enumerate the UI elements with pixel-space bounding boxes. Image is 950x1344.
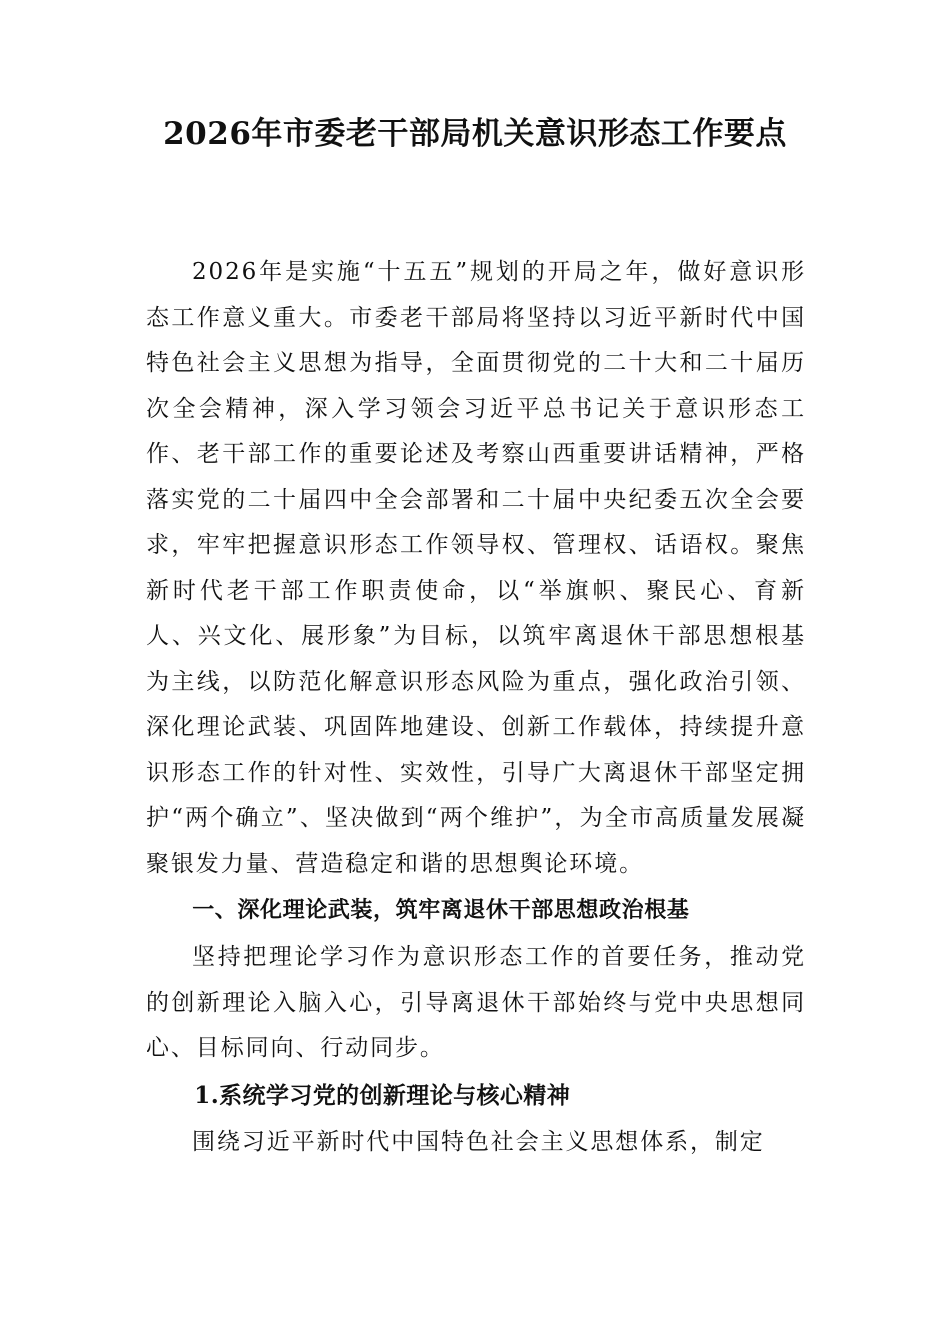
subsection-1-paragraph: 围绕习近平新时代中国特色社会主义思想体系，制定 xyxy=(192,1128,765,1155)
subsection-heading-1: 1.系统学习党的创新理论与核心精神 xyxy=(194,1081,571,1109)
document-title: 2026年市委老干部局机关意识形态工作要点 xyxy=(163,116,787,152)
section-heading-1: 一、深化理论武装，筑牢离退休干部思想政治根基 xyxy=(192,898,690,923)
intro-paragraph: 2026年是实施“十五五”规划的开局之年，做好意识形态工作意义重大。市委老干部局将坚持以习近平新时代中国特色社会主义思想为指导，全面贯彻党的二十大和二十届历次全会精神，深入学习领会习近平总书记关于意识形态工作、老干部工作的重要论述及考察山西重要讲话精神，严格落实党的二十届四中全会部署和二十届中央纪委五次全会要求，牢牢把握意识形态工作领导权、管理权、话语权。聚焦新时代老干部工作职责使命，以“举旗帜、聚民心、育新人、兴文化、展形象”为目标，以筑牢离退休干部思想根基为主线，以防范化解意识形态风险为重点，强化政治引领、深化理论武装、巩固阵地建设、创新工作载体，持续提升意识形态工作的针对性、实效性，引导广大离退休干部坚定拥护“两个确立”、坚决做到“两个维护”，为全市高质量发展凝聚银发力量、营造稳定和谐的思想舆论环境。 xyxy=(146,259,806,877)
section-1-paragraph: 坚持把理论学习作为意识形态工作的首要任务，推动党的创新理论入脑入心，引导离退休干部始终与党中央思想同心、目标同向、行动同步。 xyxy=(146,944,806,1061)
document-body xyxy=(146,250,806,1165)
